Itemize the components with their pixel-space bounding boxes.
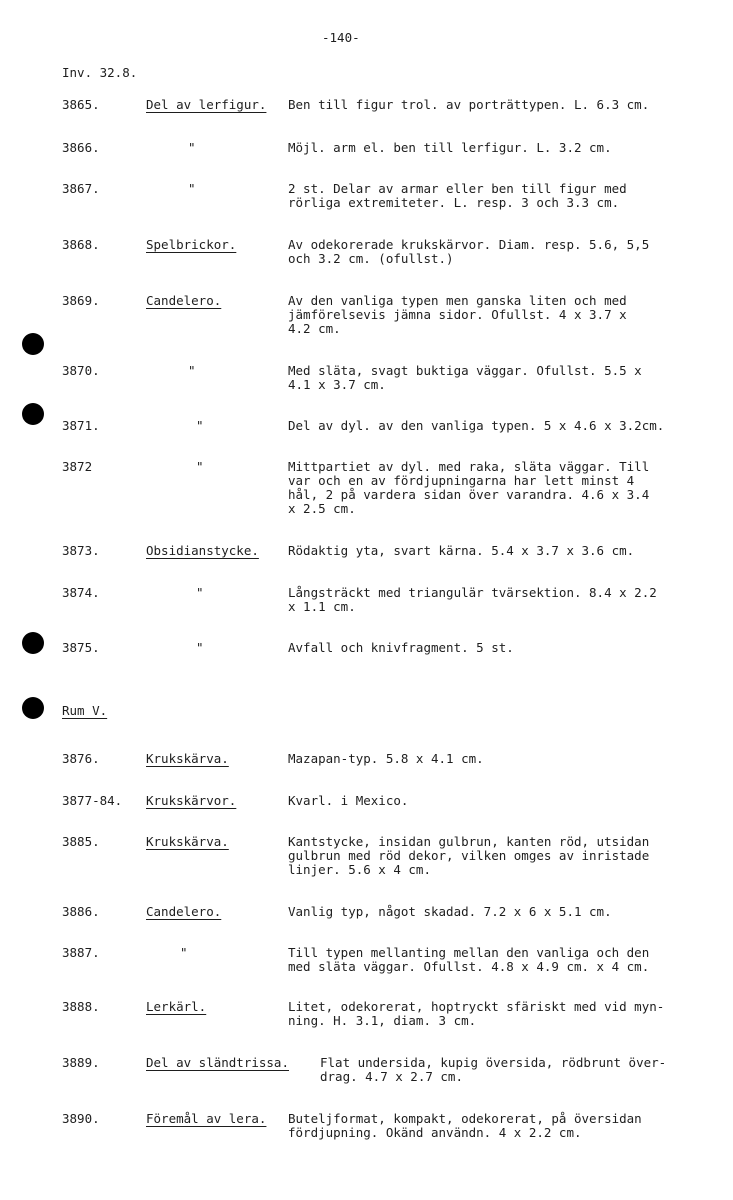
entry-description: Rödaktig yta, svart kärna. 5.4 x 3.7 x 3.6 cm. [288, 543, 635, 558]
entry-title: Krukskärvor. [146, 793, 237, 808]
entry-number: 3874. [62, 585, 100, 600]
entry-number: 3887. [62, 945, 100, 960]
entry-number: 3888. [62, 999, 100, 1014]
entry-number: 3873. [62, 543, 100, 558]
entry-number: 3877-84. [62, 793, 123, 808]
punch-hole [22, 333, 44, 355]
entry-title-ditto: " [196, 640, 204, 655]
section-title: Rum V. [62, 703, 108, 718]
entry-number: 3865. [62, 97, 100, 112]
entry-title-ditto: " [188, 363, 196, 378]
inventory-header: Inv. 32.8. [62, 65, 138, 80]
entry-number: 3886. [62, 904, 100, 919]
entry-number: 3889. [62, 1055, 100, 1070]
punch-hole [22, 403, 44, 425]
entry-title: Krukskärva. [146, 751, 229, 766]
entry-title: Krukskärva. [146, 834, 229, 849]
entry-title: Del av sländtrissa. [146, 1055, 289, 1070]
entry-description: Av odekorerade krukskärvor. Diam. resp. 5.6, 5,5 och 3.2 cm. (ofullst.) [288, 237, 650, 266]
entry-title-ditto: " [196, 585, 204, 600]
entry-description: Flat undersida, kupig översida, rödbrunt över- drag. 4.7 x 2.7 cm. [320, 1055, 667, 1084]
entry-number: 3870. [62, 363, 100, 378]
entry-description: Ben till figur trol. av porträttypen. L. 6.3 cm. [288, 97, 650, 112]
entry-title: Spelbrickor. [146, 237, 237, 252]
entry-description: 2 st. Delar av armar eller ben till figur med rörliga extremiteter. L. resp. 3 och 3.3 cm. [288, 181, 627, 210]
entry-number: 3867. [62, 181, 100, 196]
entry-number: 3875. [62, 640, 100, 655]
entry-number: 3866. [62, 140, 100, 155]
entry-number: 3885. [62, 834, 100, 849]
entry-title: Del av lerfigur. [146, 97, 267, 112]
entry-description: Vanlig typ, något skadad. 7.2 x 6 x 5.1 cm. [288, 904, 612, 919]
entry-description: Långsträckt med triangulär tvärsektion. 8.4 x 2.2 x 1.1 cm. [288, 585, 657, 614]
entry-description: Litet, odekorerat, hoptryckt sfäriskt med vid myn- ning. H. 3.1, diam. 3 cm. [288, 999, 665, 1028]
page-number: -140- [322, 30, 360, 45]
entry-title: Obsidianstycke. [146, 543, 259, 558]
entry-title-ditto: " [180, 945, 188, 960]
entry-number: 3871. [62, 418, 100, 433]
entry-description: Mazapan-typ. 5.8 x 4.1 cm. [288, 751, 484, 766]
entry-description: Kantstycke, insidan gulbrun, kanten röd, utsidan gulbrun med röd dekor, vilken omges av inristade linjer. 5.6 x 4 cm. [288, 834, 650, 877]
entry-description: Till typen mellanting mellan den vanliga och den med släta väggar. Ofullst. 4.8 x 4.9 cm. x 4 cm. [288, 945, 650, 974]
entry-description: Möjl. arm el. ben till lerfigur. L. 3.2 cm. [288, 140, 612, 155]
entry-title: Candelero. [146, 904, 222, 919]
punch-hole [22, 697, 44, 719]
entry-number: 3868. [62, 237, 100, 252]
punch-hole [22, 632, 44, 654]
entry-description: Med släta, svagt buktiga väggar. Ofullst. 5.5 x 4.1 x 3.7 cm. [288, 363, 642, 392]
entry-title-ditto: " [188, 181, 196, 196]
entry-number: 3872 [62, 459, 93, 474]
entry-description: Del av dyl. av den vanliga typen. 5 x 4.6 x 3.2cm. [288, 418, 665, 433]
entry-title-ditto: " [196, 459, 204, 474]
entry-number: 3890. [62, 1111, 100, 1126]
entry-description: Kvarl. i Mexico. [288, 793, 409, 808]
entry-title: Föremål av lera. [146, 1111, 267, 1126]
entry-description: Av den vanliga typen men ganska liten och med jämförelsevis jämna sidor. Ofullst. 4 x 3.7 x 4.2 cm. [288, 293, 627, 336]
entry-description: Avfall och knivfragment. 5 st. [288, 640, 514, 655]
entry-number: 3869. [62, 293, 100, 308]
entry-number: 3876. [62, 751, 100, 766]
entry-title: Lerkärl. [146, 999, 207, 1014]
entry-title: Candelero. [146, 293, 222, 308]
entry-title-ditto: " [188, 140, 196, 155]
entry-description: Buteljformat, kompakt, odekorerat, på översidan fördjupning. Okänd användn. 4 x 2.2 cm. [288, 1111, 642, 1140]
entry-title-ditto: " [196, 418, 204, 433]
entry-description: Mittpartiet av dyl. med raka, släta väggar. Till var och en av fördjupningarna har lett minst 4 hål, 2 på vardera sidan över varandra. 4.6 x 3.4 x 2.5 cm. [288, 459, 650, 516]
